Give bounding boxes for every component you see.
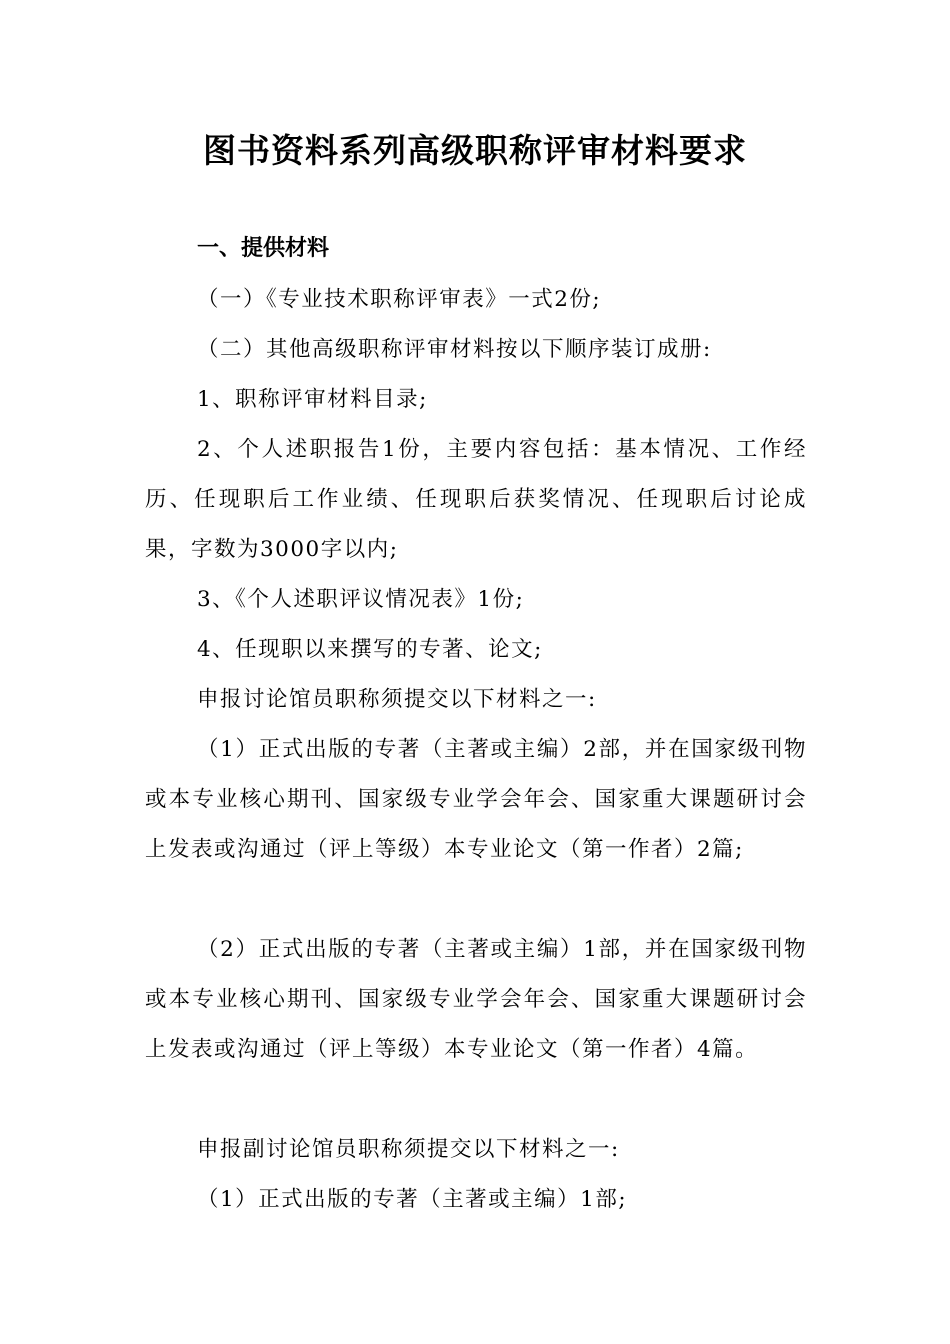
paragraph-item-9: （2）正式出版的专著（主著或主编）1部，并在国家级刊物或本专业核心期刊、国家级专业学会年会、国家重大课题研讨会上发表或沟通过（评上等级）本专业论文（第一作者）4篇。 <box>145 937 807 1062</box>
document-title: 图书资料系列高级职称评审材料要求 <box>203 131 747 170</box>
paragraph-item-6: 4、任现职以来撰写的专著、论文; <box>197 637 543 662</box>
paragraph-item-2: （二）其他高级职称评审材料按以下顺序装订成册: <box>197 337 712 362</box>
paragraph-item-1: （一）《专业技术职称评审表》一式2份; <box>197 287 602 312</box>
paragraph-item-7: 申报讨论馆员职称须提交以下材料之一: <box>197 687 597 712</box>
paragraph-item-10: 申报副讨论馆员职称须提交以下材料之一: <box>197 1137 620 1162</box>
paragraph-item-11: （1）正式出版的专著（主著或主编）1部; <box>197 1187 628 1212</box>
paragraph-item-4: 2、个人述职报告1份，主要内容包括：基本情况、工作经历、任现职后工作业绩、任现职后获奖情况、任现职后讨论成果，字数为3000字以内; <box>145 437 807 562</box>
paragraph-item-3: 1、职称评审材料目录; <box>197 387 428 412</box>
section-heading: 一、提供材料 <box>197 236 330 261</box>
paragraph-item-5: 3、《个人述职评议情况表》1份; <box>197 587 525 612</box>
paragraph-item-8: （1）正式出版的专著（主著或主编）2部，并在国家级刊物或本专业核心期刊、国家级专业学会年会、国家重大课题研讨会上发表或沟通过（评上等级）本专业论文（第一作者）2篇; <box>145 737 807 862</box>
